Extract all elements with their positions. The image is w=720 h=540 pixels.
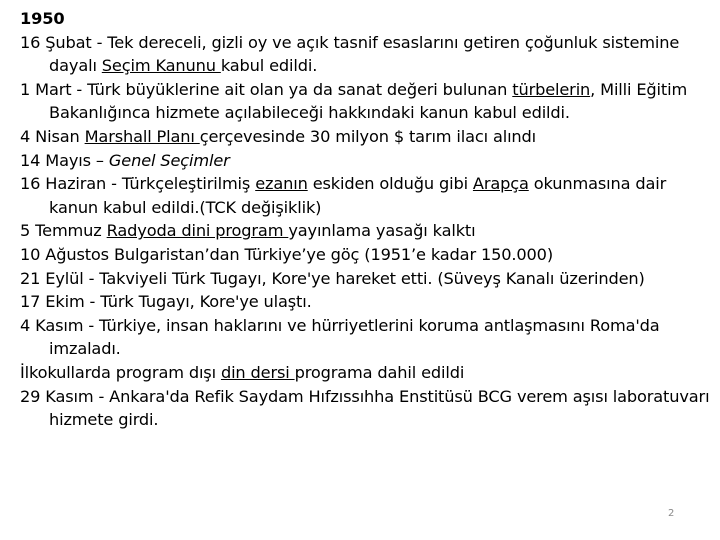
entry-text: okunmasına dair kanun kabul edildi.(TCK değişiklik) bbox=[49, 174, 667, 217]
entry-text: 21 Eylül - Takviyeli Türk Tugayı, Kore'ye hareket etti. (Süveyş Kanalı üzerinden) bbox=[20, 268, 645, 288]
timeline-entry bbox=[20, 78, 710, 125]
entry-text: 14 Mayıs – bbox=[20, 150, 109, 170]
entry-text: 5 Temmuz bbox=[20, 221, 107, 241]
entry-text: 16 Haziran - Türkçeleştirilmiş bbox=[20, 174, 256, 194]
slide-content bbox=[20, 7, 710, 432]
timeline-entry bbox=[20, 361, 710, 385]
entry-link[interactable]: din dersi bbox=[220, 362, 295, 382]
entry-link[interactable]: Arapça bbox=[472, 174, 529, 194]
entry-text: 1 Mart - Türk büyüklerine ait olan ya da sanat değeri bulunan bbox=[20, 79, 513, 99]
year-heading: 1950 bbox=[20, 9, 65, 28]
entry-text: 10 Ağustos Bulgaristan’dan Türkiye’ye göç (1951’e kadar 150.000) bbox=[20, 244, 553, 264]
entry-text: 4 Nisan bbox=[20, 126, 85, 146]
entry-text: 17 Ekim - Türk Tugayı, Kore'ye ulaştı. bbox=[20, 292, 312, 312]
entry-link[interactable]: ezanın bbox=[255, 174, 308, 194]
page-number: 2 bbox=[668, 508, 675, 519]
entry-link[interactable]: Seçim Kanunu bbox=[101, 56, 221, 76]
timeline-entry bbox=[20, 314, 710, 361]
entry-link[interactable]: Marshall Planı bbox=[84, 126, 200, 146]
entry-text: eskiden olduğu gibi bbox=[307, 174, 473, 194]
timeline-entry bbox=[20, 385, 710, 432]
entry-text: programa dahil edildi bbox=[294, 362, 465, 382]
entry-italic-text: Genel Seçimler bbox=[108, 150, 230, 170]
entry-text: , Milli Eğitim Bakanlığınca hizmete açılabileceği hakkındaki kanun kabul edildi. bbox=[49, 79, 688, 123]
timeline-entry bbox=[20, 290, 710, 314]
timeline-entry bbox=[20, 31, 710, 78]
timeline-entry bbox=[20, 267, 710, 291]
entry-text: kabul edildi. bbox=[220, 56, 318, 76]
entry-text: 4 Kasım - Türkiye, insan haklarını ve hürriyetlerini koruma antlaşmasını Roma'da imzaladı. bbox=[20, 315, 660, 359]
entry-text: 16 Şubat - Tek dereceli, gizli oy ve açık tasnif esaslarını getiren çoğunluk sistemine dayalı bbox=[20, 32, 680, 76]
entry-text: çerçevesinde 30 milyon $ tarım ilacı alındı bbox=[199, 126, 537, 146]
entry-link[interactable]: Radyoda dini program bbox=[106, 221, 289, 241]
timeline-entry bbox=[20, 125, 710, 149]
entry-text: 29 Kasım - Ankara'da Refik Saydam Hıfzıssıhha Enstitüsü BCG verem aşısı laboratuvarı hizmete girdi. bbox=[20, 386, 710, 430]
entry-text: İlkokullarda program dışı bbox=[20, 362, 221, 382]
timeline-entry bbox=[20, 243, 710, 267]
entry-text: yayınlama yasağı kalktı bbox=[288, 221, 476, 241]
timeline-entry bbox=[20, 219, 710, 243]
timeline-entry bbox=[20, 172, 710, 219]
timeline-entry bbox=[20, 149, 710, 173]
entry-link[interactable]: türbelerin bbox=[512, 79, 591, 99]
timeline-list bbox=[20, 31, 710, 432]
